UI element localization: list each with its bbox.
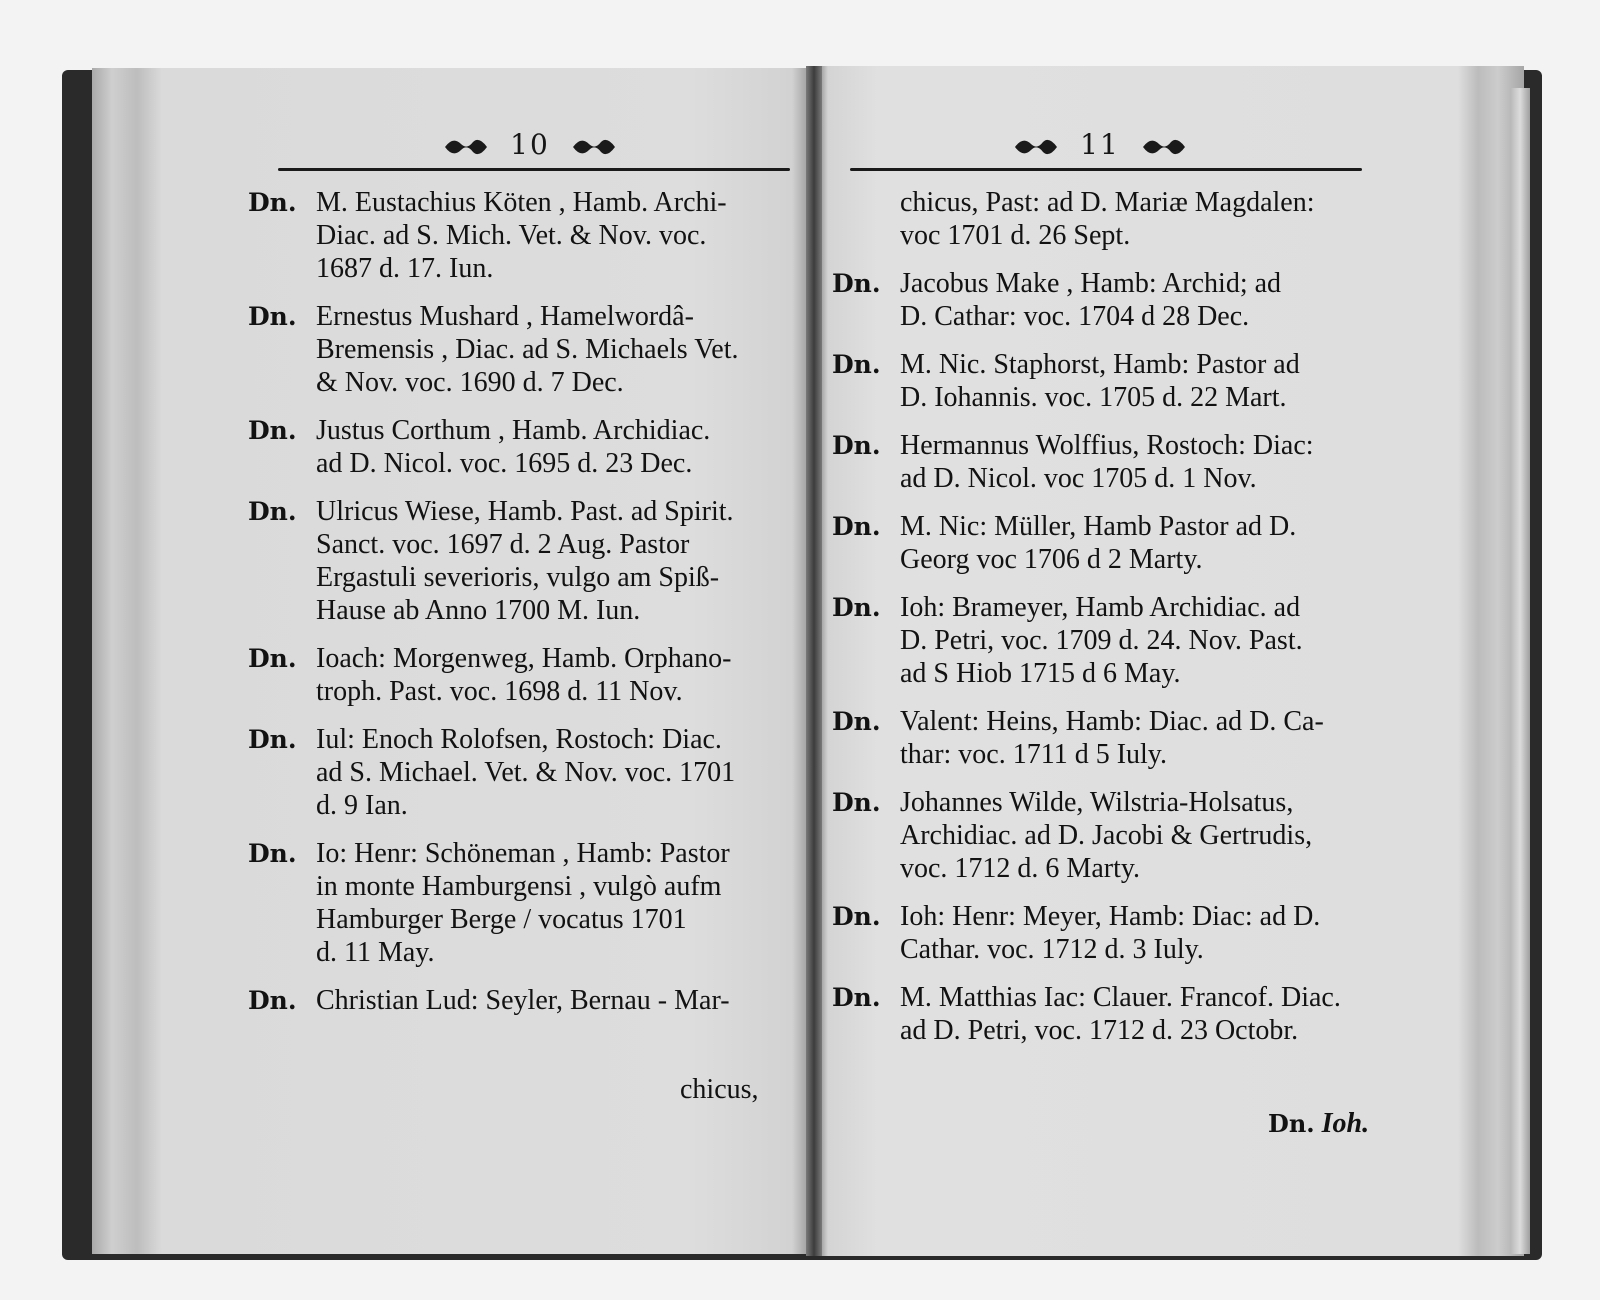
entry-line: d. 11 May. (316, 937, 435, 968)
entry-line: Io: Henr: Schöneman , Hamb: Pastor (316, 838, 730, 869)
entry-line: Ioh: Brameyer, Hamb Archidiac. ad (900, 592, 1301, 623)
list-item (832, 900, 1392, 966)
entry-line: troph. Past. voc. 1698 d. 11 Nov. (316, 676, 683, 707)
page-edge (1510, 88, 1530, 1254)
entry-line: thar: voc. 1711 d 5 Iuly. (900, 739, 1167, 770)
entry-line: Hamburger Berge / vocatus 1701 (316, 904, 687, 935)
entry-prefix: Dn. (248, 986, 297, 1015)
entry-prefix: Dn. (832, 902, 881, 931)
entry-line: Valent: Heins, Hamb: Diac. ad D. Ca- (900, 706, 1324, 737)
entry-line: ad D. Nicol. voc. 1695 d. 23 Dec. (316, 448, 693, 479)
entry-prefix: Dn. (832, 983, 881, 1012)
list-item (832, 429, 1392, 495)
entry-line: Ergastuli severioris, vulgo am Spiß- (316, 562, 720, 593)
entry-prefix: Dn. (832, 788, 881, 817)
entry-line: Cathar. voc. 1712 d. 3 Iuly. (900, 934, 1204, 965)
entry-prefix: Dn. (832, 350, 881, 379)
list-item (248, 723, 808, 822)
list-item (248, 837, 808, 969)
entry-line: ad D. Nicol. voc 1705 d. 1 Nov. (900, 463, 1257, 494)
entry-prefix: Dn. (248, 839, 297, 868)
list-item (832, 510, 1392, 576)
left-column (248, 186, 808, 1032)
entry-line: 1687 d. 17. Iun. (316, 253, 494, 284)
entry-line: Johannes Wilde, Wilstria-Holsatus, (900, 787, 1294, 818)
entry-prefix: Dn. (248, 644, 297, 673)
catchword-word: Ioh. (1321, 1108, 1370, 1139)
entry-line: Archidiac. ad D. Jacobi & Gertrudis, (900, 820, 1313, 851)
entry-line: Georg voc 1706 d 2 Marty. (900, 544, 1203, 575)
catchword-prefix: Dn. (1268, 1109, 1315, 1138)
right-ornament-icon (1141, 136, 1187, 158)
list-item (248, 495, 808, 627)
list-item (248, 414, 808, 480)
right-column (832, 186, 1392, 1062)
entry-line: D. Iohannis. voc. 1705 d. 22 Mart. (900, 382, 1287, 413)
list-item (832, 786, 1392, 885)
entry-line: D. Petri, voc. 1709 d. 24. Nov. Past. (900, 625, 1303, 656)
entry-line: Ulricus Wiese, Hamb. Past. ad Spirit. (316, 496, 734, 527)
entry-line: ad D. Petri, voc. 1712 d. 23 Octobr. (900, 1015, 1299, 1046)
right-ornament-icon (571, 136, 617, 158)
entry-line: chicus, Past: ad D. Mariæ Magdalen: (900, 187, 1315, 218)
left-page-number: 10 (510, 128, 550, 161)
entry-line: & Nov. voc. 1690 d. 7 Dec. (316, 367, 624, 398)
entry-line: Diac. ad S. Mich. Vet. & Nov. voc. (316, 220, 707, 251)
list-item (832, 981, 1392, 1047)
right-header-rule (850, 168, 1362, 171)
entry-line: voc 1701 d. 26 Sept. (900, 220, 1131, 251)
left-ornament-icon (443, 136, 489, 158)
entry-line: Iul: Enoch Rolofsen, Rostoch: Diac. (316, 724, 722, 755)
entry-line: Ioh: Henr: Meyer, Hamb: Diac: ad D. (900, 901, 1321, 932)
list-item (832, 267, 1392, 333)
left-page-header (270, 128, 790, 161)
entry-line: in monte Hamburgensi , vulgò aufm (316, 871, 722, 902)
entry-line: ad S Hiob 1715 d 6 May. (900, 658, 1181, 689)
entry-line: Jacobus Make , Hamb: Archid; ad (900, 268, 1282, 299)
entry-prefix: Dn. (832, 707, 881, 736)
list-item (248, 300, 808, 399)
list-item (248, 984, 808, 1017)
entry-line: Sanct. voc. 1697 d. 2 Aug. Pastor (316, 529, 690, 560)
list-item (832, 348, 1392, 414)
entry-line: M. Matthias Iac: Clauer. Francof. Diac. (900, 982, 1341, 1013)
entry-line: M. Eustachius Köten , Hamb. Archi- (316, 187, 727, 218)
entry-prefix: Dn. (832, 431, 881, 460)
entry-prefix: Dn. (248, 725, 297, 754)
entry-line: M. Nic: Müller, Hamb Pastor ad D. (900, 511, 1297, 542)
entry-prefix: Dn. (248, 497, 297, 526)
entry-line: M. Nic. Staphorst, Hamb: Pastor ad (900, 349, 1300, 380)
entry-line: d. 9 Ian. (316, 790, 408, 821)
left-trailing-line: chicus, (680, 1074, 759, 1105)
catchword (1268, 1108, 1369, 1140)
entry-line: Bremensis , Diac. ad S. Michaels Vet. (316, 334, 739, 365)
entry-line: Hermannus Wolffius, Rostoch: Diac: (900, 430, 1314, 461)
list-item (248, 186, 808, 285)
entry-line: Ernestus Mushard , Hamelwordâ- (316, 301, 694, 332)
entry-line: Justus Corthum , Hamb. Archidiac. (316, 415, 711, 446)
left-header-rule (278, 168, 790, 171)
entry-prefix: Dn. (248, 416, 297, 445)
list-item (832, 591, 1392, 690)
left-ornament-icon (1013, 136, 1059, 158)
entry-line: Christian Lud: Seyler, Bernau - Mar- (316, 985, 730, 1016)
entry-line: voc. 1712 d. 6 Marty. (900, 853, 1141, 884)
book-gutter (806, 66, 822, 1256)
entry-line: D. Cathar: voc. 1704 d 28 Dec. (900, 301, 1250, 332)
entry-prefix: Dn. (248, 302, 297, 331)
entry-prefix: Dn. (832, 512, 881, 541)
entry-prefix: Dn. (248, 188, 297, 217)
entry-prefix: Dn. (832, 269, 881, 298)
right-page-number: 11 (1080, 128, 1120, 161)
continuation-text (900, 186, 1392, 252)
entry-line: ad S. Michael. Vet. & Nov. voc. 1701 (316, 757, 736, 788)
right-page-header (840, 128, 1360, 161)
list-item (248, 642, 808, 708)
list-item (832, 705, 1392, 771)
entry-prefix: Dn. (832, 593, 881, 622)
entry-line: Ioach: Morgenweg, Hamb. Orphano- (316, 643, 732, 674)
entry-line: Hause ab Anno 1700 M. Iun. (316, 595, 641, 626)
